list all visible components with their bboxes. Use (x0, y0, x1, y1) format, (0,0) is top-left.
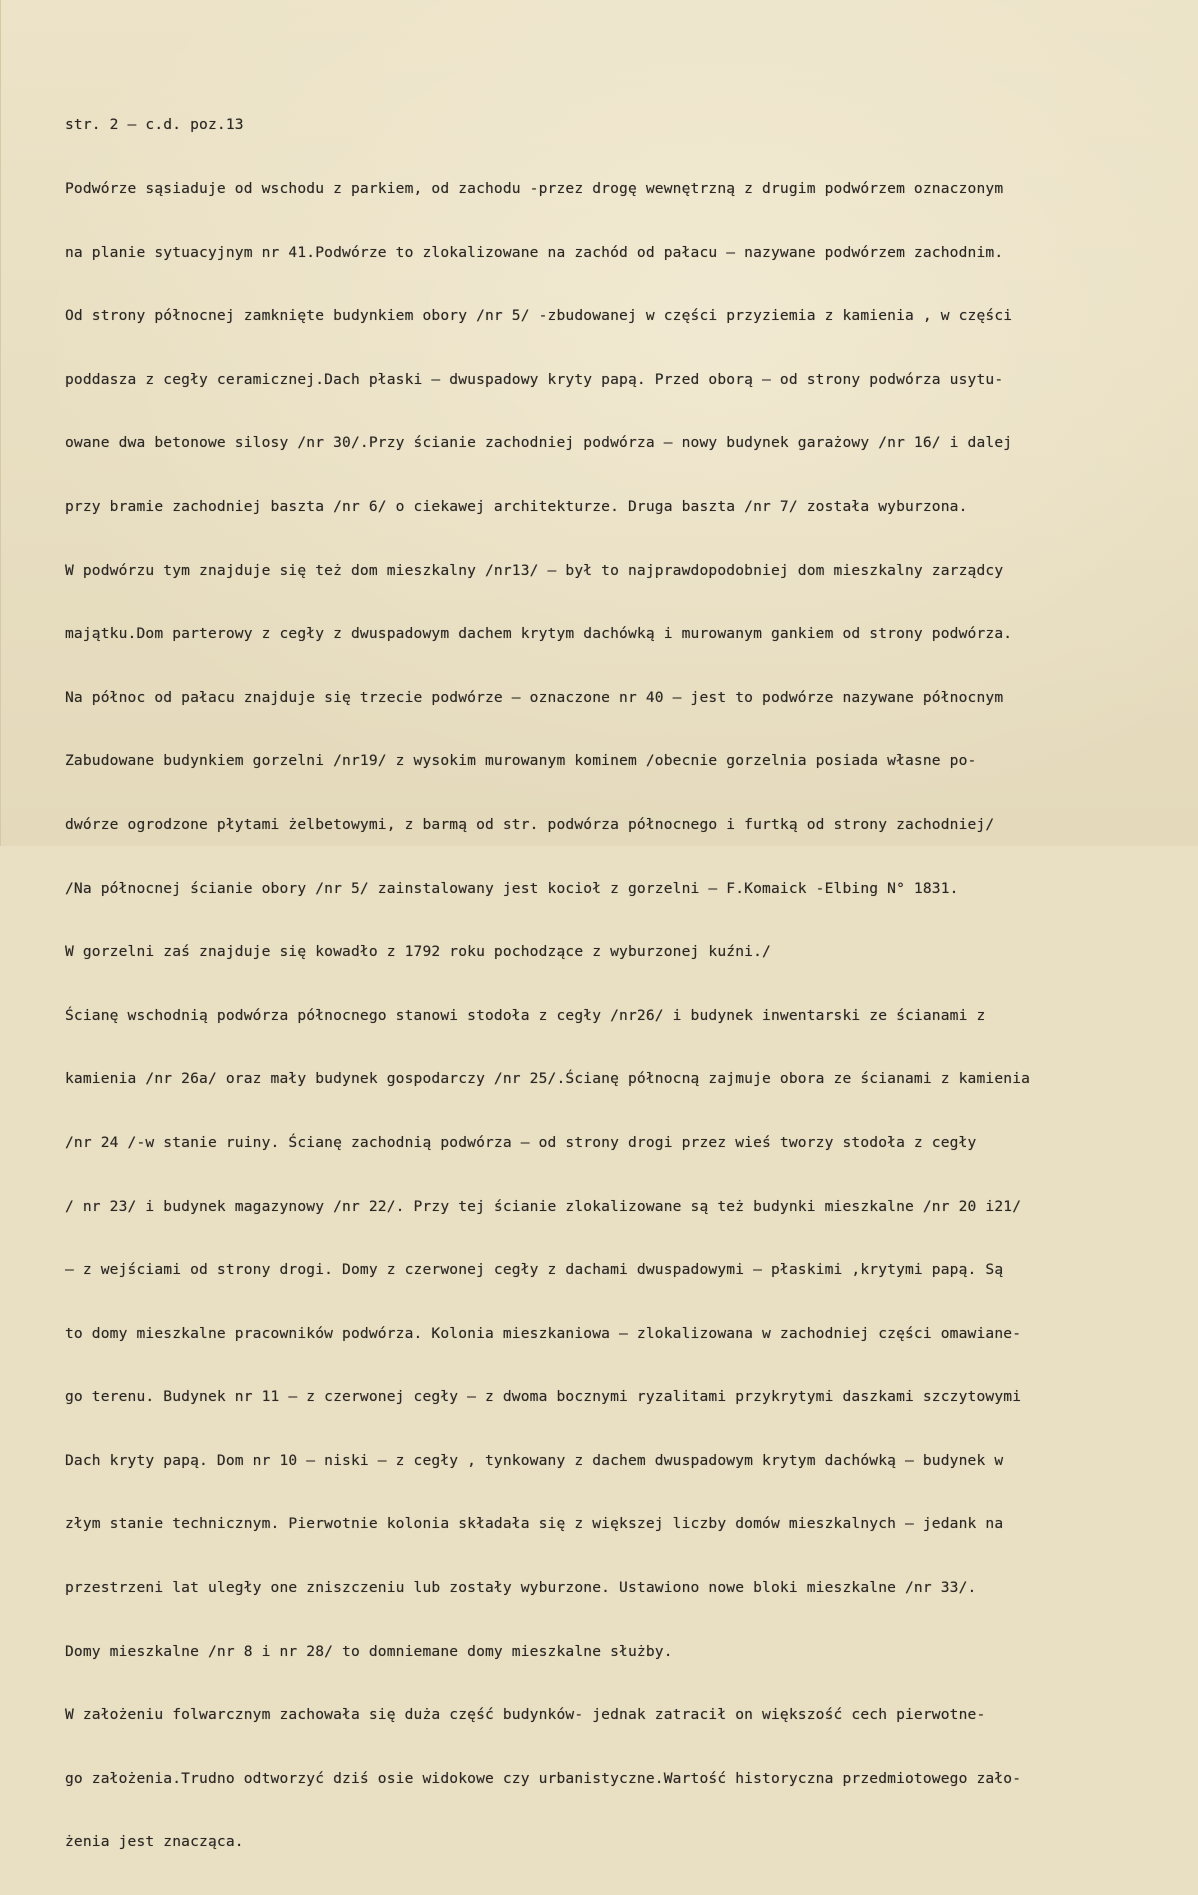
page-header: str. 2 – c.d. poz.13 (65, 116, 244, 134)
text-line: Zabudowane budynkiem gorzelni /nr19/ z wysokim murowanym kominem /obecnie gorzelnia posiada własne po- (65, 752, 977, 770)
text-line: żenia jest znacząca. (65, 1833, 244, 1851)
text-line: W gorzelni zaś znajduje się kowadło z 1792 roku pochodzące z wyburzonej kuźni./ (65, 943, 771, 961)
text-line: przy bramie zachodniej baszta /nr 6/ o ciekawej architekturze. Druga baszta /nr 7/ została wyburzona. (65, 497, 968, 515)
text-line: W założeniu folwarcznym zachowała się duża część budynków- jednak zatracił on większość cech pierwotne- (65, 1706, 986, 1724)
text-line: majątku.Dom parterowy z cegły z dwuspadowym dachem krytym dachówką i murowanym gankiem od strony podwórza. (65, 625, 1013, 643)
text-line: /Na północnej ścianie obory /nr 5/ zainstalowany jest kocioł z gorzelni – F.Komaick -Elbing N° 1831. (65, 879, 959, 897)
text-line: – z wejściami od strony drogi. Domy z czerwonej cegły z dachami dwuspadowymi – płaskimi ,krytymi papą. Są (65, 1261, 1004, 1279)
document-body (65, 72, 1190, 1895)
text-line: Dach kryty papą. Dom nr 10 – niski – z cegły , tynkowany z dachem dwuspadowym krytym dachówką – budynek w (65, 1451, 1004, 1469)
text-line: przestrzeni lat uległy one zniszczeniu lub zostały wyburzone. Ustawiono nowe bloki mieszkalne /nr 33/. (65, 1579, 977, 1597)
text-line: to domy mieszkalne pracowników podwórza. Kolonia mieszkaniowa – zlokalizowana w zachodniej części omawiane- (65, 1324, 1022, 1342)
text-line: Domy mieszkalne /nr 8 i nr 28/ to domniemane domy mieszkalne służby. (65, 1642, 673, 1660)
text-line: /nr 24 /-w stanie ruiny. Ścianę zachodnią podwórza – od strony drogi przez wieś tworzy stodoła z cegły (65, 1133, 977, 1151)
text-line: poddasza z cegły ceramicznej.Dach płaski – dwuspadowy kryty papą. Przed oborą – od strony podwórza usytu- (65, 370, 1004, 388)
text-line: na planie sytuacyjnym nr 41.Podwórze to zlokalizowane na zachód od pałacu – nazywane podwórzem zachodnim. (65, 243, 1004, 261)
text-line: go terenu. Budynek nr 11 – z czerwonej cegły – z dwoma bocznymi ryzalitami przykrytymi daszkami szczytowymi (65, 1388, 1022, 1406)
text-line: Na północ od pałacu znajduje się trzecie podwórze – oznaczone nr 40 – jest to podwórze nazywane północnym (65, 688, 1004, 706)
text-line: Od strony północnej zamknięte budynkiem obory /nr 5/ -zbudowanej w części przyziemia z kamienia , w części (65, 307, 1013, 325)
text-line: Ścianę wschodnią podwórza północnego stanowi stodoła z cegły /nr26/ i budynek inwentarski ze ścianami z (65, 1006, 986, 1024)
text-line: Podwórze sąsiaduje od wschodu z parkiem, od zachodu -przez drogę wewnętrzną z drugim podwórzem oznaczonym (65, 180, 1004, 197)
text-line: W podwórzu tym znajduje się też dom mieszkalny /nr13/ – był to najprawdopodobniej dom mieszkalny zarządcy (65, 561, 1004, 579)
text-line: kamienia /nr 26a/ oraz mały budynek gospodarczy /nr 25/.Ścianę północną zajmuje obora ze ścianami z kamienia (65, 1070, 1031, 1088)
text-line: owane dwa betonowe silosy /nr 30/.Przy ścianie zachodniej podwórza – nowy budynek garażowy /nr 16/ i dalej (65, 434, 1013, 452)
text-line: dwórze ogrodzone płytami żelbetowymi, z barmą od str. podwórza północnego i furtką od strony zachodniej/ (65, 815, 995, 833)
text-line: go założenia.Trudno odtworzyć dziś osie widokowe czy urbanistyczne.Wartość historyczna przedmiotowego zało- (65, 1769, 1022, 1787)
text-line: złym stanie technicznym. Pierwotnie kolonia składała się z większej liczby domów mieszkalnych – jedank na (65, 1515, 1004, 1533)
text-line: / nr 23/ i budynek magazynowy /nr 22/. Przy tej ścianie zlokalizowane są też budynki mieszkalne /nr 20 i21/ (65, 1197, 1022, 1215)
